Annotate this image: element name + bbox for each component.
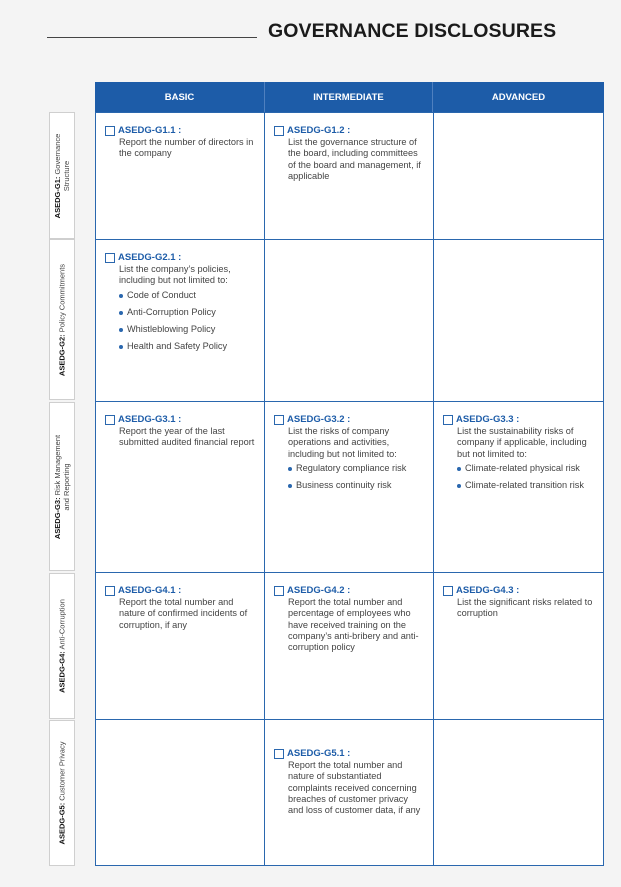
cell-g4-advanced — [433, 572, 604, 720]
cell-g4-basic — [95, 572, 265, 720]
disclosure-code: ASEDG-G2.1 : — [118, 252, 182, 263]
disclosure-text: List the company’s policies, including but not limited to: — [119, 264, 231, 286]
disclosure-code: ASEDG-G4.2 : — [287, 585, 351, 596]
disclosure-text: List the risks of company operations and activities, including but not limited to: — [288, 426, 397, 459]
row-label-g3 — [49, 402, 75, 571]
list-item: Code of Conduct — [119, 290, 256, 301]
list-item: Climate-related physical risk — [457, 463, 595, 474]
disclosure-code: ASEDG-G1.1 : — [118, 125, 182, 136]
cell-g5-intermediate — [264, 719, 434, 866]
row-label-g5-text: ASEDG-G5: Customer Privacy — [57, 741, 67, 845]
disclosure-text: Report the year of the last submitted audited financial report — [119, 426, 255, 448]
checkbox[interactable] — [274, 415, 284, 425]
disclosure-code: ASEDG-G3.1 : — [118, 414, 182, 425]
checkbox[interactable] — [274, 586, 284, 596]
disclosure-code: ASEDG-G1.2 : — [287, 125, 351, 136]
disclosure-code: ASEDG-G3.2 : — [287, 414, 351, 425]
page-title: GOVERNANCE DISCLOSURES — [268, 20, 557, 42]
cell-g5-advanced — [433, 719, 604, 866]
row-label-g2 — [49, 239, 75, 400]
list-item: Whistleblowing Policy — [119, 324, 256, 335]
disclosure-text: Report the total number and nature of substantiated complaints received concerning breaches of customer privacy and loss of customer data, if any — [288, 760, 421, 816]
checkbox[interactable] — [443, 415, 453, 425]
checkbox[interactable] — [105, 253, 115, 263]
list-item: Regulatory compliance risk — [288, 463, 425, 474]
row-label-g2-text: ASEDG-G2: Policy Commitments — [57, 263, 67, 376]
disclosure-text: List the governance structure of the board, including committees of the board and management, if applicable — [288, 137, 421, 181]
cell-g2-basic — [95, 239, 265, 402]
bullet-list — [443, 463, 595, 491]
cell-g5-basic — [95, 719, 265, 866]
row-label-g5 — [49, 720, 75, 866]
title-rule — [47, 37, 257, 38]
list-item: Anti-Corruption Policy — [119, 307, 256, 318]
disclosure-text: List the sustainability risks of company if applicable, including but not limited to: — [457, 426, 587, 459]
column-header-advanced: ADVANCED — [433, 82, 604, 112]
list-item: Climate-related transition risk — [457, 480, 595, 491]
disclosure-text: Report the total number and percentage of employees who have received training on the company’s anti-bribery and anti-corruption policy — [288, 597, 419, 653]
row-label-g3-text: ASEDG-G3: Risk Management and Reporting — [53, 434, 71, 539]
checkbox[interactable] — [105, 415, 115, 425]
row-label-g1 — [49, 112, 75, 239]
disclosure-code: ASEDG-G4.1 : — [118, 585, 182, 596]
row-label-g1-text: ASEDG-G1: Governance Structure — [53, 133, 71, 218]
list-item: Business continuity risk — [288, 480, 425, 491]
disclosure-code: ASEDG-G5.1 : — [287, 748, 351, 759]
checkbox[interactable] — [274, 126, 284, 136]
cell-g2-intermediate — [264, 239, 434, 402]
bullet-list — [105, 290, 256, 353]
cell-g3-basic — [95, 401, 265, 573]
disclosure-text: List the significant risks related to corruption — [457, 597, 593, 619]
checkbox[interactable] — [443, 586, 453, 596]
disclosure-code: ASEDG-G3.3 : — [456, 414, 520, 425]
disclosure-text: Report the number of directors in the company — [119, 137, 254, 159]
cell-g1-basic — [95, 112, 265, 240]
column-header-basic: BASIC — [95, 82, 264, 112]
disclosure-code: ASEDG-G4.3 : — [456, 585, 520, 596]
bullet-list — [274, 463, 425, 491]
cell-g1-intermediate — [264, 112, 434, 240]
checkbox[interactable] — [274, 749, 284, 759]
cell-g3-intermediate — [264, 401, 434, 573]
disclosure-text: Report the total number and nature of confirmed incidents of corruption, if any — [119, 597, 248, 630]
cell-g4-intermediate — [264, 572, 434, 720]
checkbox[interactable] — [105, 126, 115, 136]
list-item: Health and Safety Policy — [119, 341, 256, 352]
cell-g1-advanced — [433, 112, 604, 240]
cell-g3-advanced — [433, 401, 604, 573]
row-label-g4-text: ASEDG-G4: Anti-Corruption — [57, 599, 67, 693]
column-header-intermediate: INTERMEDIATE — [264, 82, 433, 112]
row-label-g4 — [49, 573, 75, 719]
cell-g2-advanced — [433, 239, 604, 402]
checkbox[interactable] — [105, 586, 115, 596]
